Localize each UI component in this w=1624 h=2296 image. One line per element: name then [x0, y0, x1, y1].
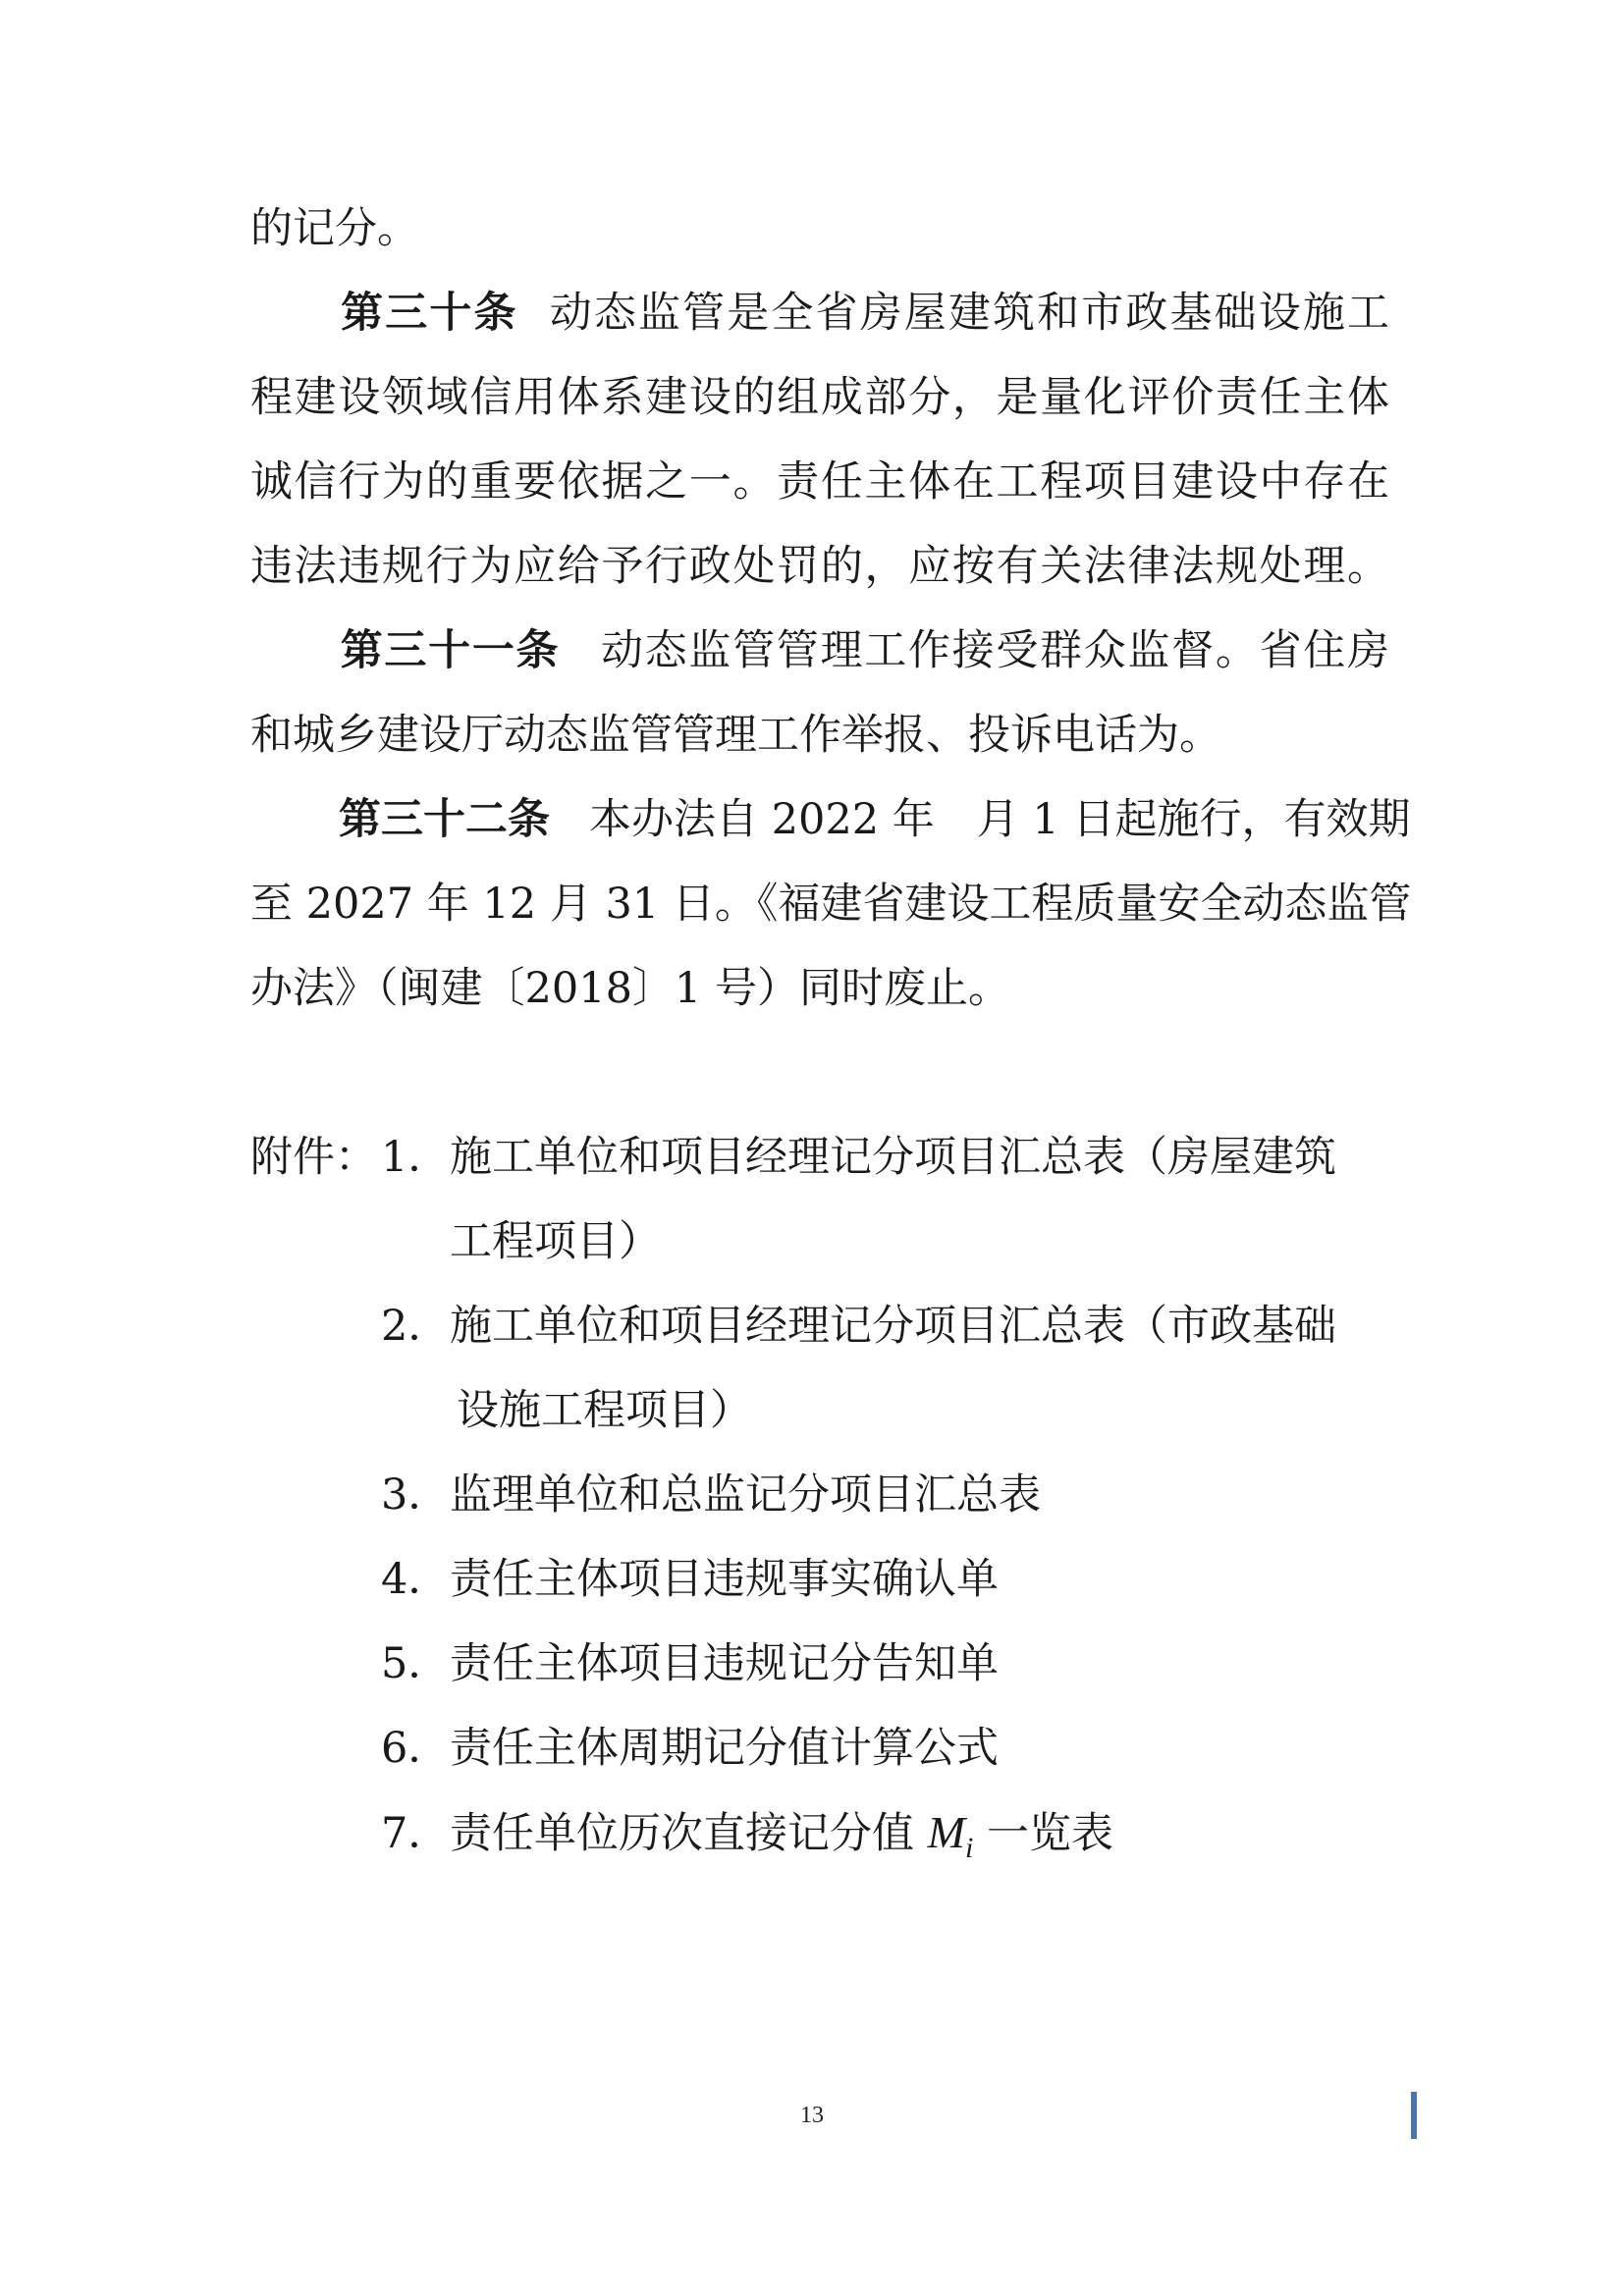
- attachment-item-6: [381, 1721, 999, 1776]
- attachment-item-2: [381, 1299, 1336, 1354]
- attachment-title: 施工单位和项目经理记分项目汇总表（房屋建筑: [450, 1133, 1336, 1182]
- text-segment: 本办法自 2022 年 月 1 日起施行，有效期: [589, 795, 1411, 844]
- attachment-title-end: 一览表: [973, 1809, 1114, 1858]
- attachment-title-cont: 设施工程项目）: [457, 1386, 752, 1435]
- text-line: 至 2027 年 12 月 31 日。《福建省建设工程质量安全动态监管: [250, 880, 1412, 929]
- attachment-number: 7．: [381, 1809, 451, 1858]
- attachment-item-3: [381, 1468, 1041, 1522]
- attachment-title: 责任单位历次直接记分值: [450, 1809, 928, 1858]
- text-line: 诚信行为的重要依据之一。责任主体在工程项目建设中存在: [250, 457, 1389, 507]
- text-line: 程建设领域信用体系建设的组成部分，是量化评价责任主体: [250, 373, 1389, 422]
- attachment-title: 责任主体周期记分值计算公式: [450, 1724, 999, 1773]
- attachment-item-1: [381, 1130, 1389, 1185]
- page-accent-bar: [1411, 2092, 1417, 2139]
- article-32-line-1: [250, 792, 1411, 847]
- article-30-heading: 第三十条: [339, 289, 518, 338]
- attachment-item-7: [381, 1805, 1113, 1876]
- attachment-number: 5．: [381, 1639, 451, 1688]
- attachment-title: 施工单位和项目经理记分项目汇总表（市政基础: [450, 1302, 1336, 1351]
- text-line: 的记分。: [250, 204, 419, 253]
- attachment-number: 2．: [381, 1302, 451, 1351]
- attachment-item-5: [381, 1636, 999, 1691]
- attachment-title-cont: 工程项目）: [450, 1217, 661, 1266]
- attachment-title: 责任主体项目违规事实确认单: [450, 1555, 999, 1604]
- text-line: 和城乡建设厅动态监管管理工作举报、投诉电话为。: [250, 711, 1221, 760]
- article-31-heading: 第三十一条: [339, 626, 561, 675]
- article-32-heading: 第三十二条: [339, 795, 550, 844]
- attachment-number: 4．: [381, 1555, 451, 1604]
- article-30-line-1: [250, 286, 1389, 341]
- text-line: 违法违规行为应给予行政处罚的，应按有关法律法规处理。: [250, 542, 1389, 591]
- attachment-number: 6．: [381, 1724, 451, 1773]
- article-31-line-1: [250, 623, 1389, 678]
- text-line: 办法》（闽建〔2018〕1 号）同时废止。: [250, 964, 1010, 1013]
- text-segment: 动态监管是全省房屋建筑和市政基础设施工: [547, 289, 1389, 338]
- page-number: 13: [800, 2103, 824, 2128]
- math-symbol-m: [927, 1807, 974, 1865]
- symbol-subscript: i: [965, 1832, 974, 1865]
- attachment-number: 1．: [381, 1133, 451, 1182]
- attachments-label: 附件：: [250, 1133, 377, 1182]
- attachment-number: 3．: [381, 1470, 451, 1520]
- symbol-letter: M: [927, 1807, 965, 1857]
- text-segment: 动态监管管理工作接受群众监督。省住房: [599, 626, 1389, 675]
- attachment-title: 责任主体项目违规记分告知单: [450, 1639, 999, 1688]
- attachment-title: 监理单位和总监记分项目汇总表: [450, 1470, 1041, 1520]
- attachment-item-4: [381, 1552, 999, 1607]
